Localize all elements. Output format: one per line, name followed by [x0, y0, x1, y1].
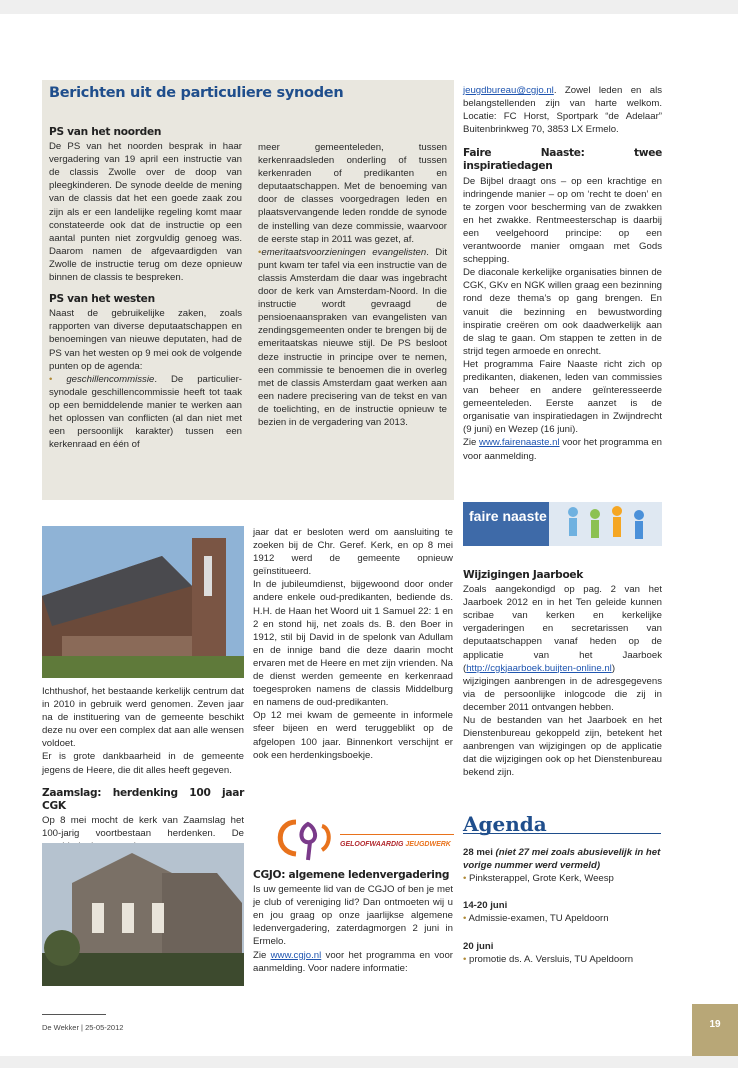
ps-westen-text: Naast de gebruikelijke zaken, zoals rapporten van diverse deputaatschappen en benoemingen van nieuwe deputaten, had de PS van het westen op 9 mei ook de volgende punten op de agenda: [49, 308, 242, 372]
text: voor het programma en voor aanmelding. [463, 437, 662, 462]
date: 28 mei [463, 847, 493, 859]
cgjo-p2 [253, 949, 453, 975]
box-column-2 [258, 141, 447, 429]
faire-naaste-p3: Het programma Faire Naaste richt zich op predikanten, diakenen, leden van commissies van beheer en andere geïnteresseerde gemeenteleden. Eerste aanzet is de organisatie van inspiratiedagen in Zwijndrecht (9 juni) en Wezep (16 juni). [463, 358, 662, 436]
text: Zie [463, 437, 480, 449]
agenda-item-2-text [463, 912, 662, 925]
ps-noorden-heading: PS van het noorden [49, 126, 162, 138]
bullet-geschillencommissie [49, 373, 242, 452]
jaarboek-link[interactable]: http://cgkjaarboek.buijten-online.nl [466, 662, 612, 674]
ps-westen-heading: PS van het westen [49, 293, 155, 306]
text: ) wijzigingen aanbrengen in de adresgegevens via de persoonlijke inlogcode die zij in december 2011 ontvangen hebben. [463, 662, 662, 713]
agenda-item-3-text [463, 953, 662, 966]
right-column [463, 84, 662, 463]
synoden-box [42, 80, 454, 500]
footer-divider [42, 1014, 106, 1015]
cgjo-logo [268, 814, 454, 864]
text: Admissie-examen, TU Apeldoorn [468, 913, 609, 925]
left-lower-column [42, 685, 244, 866]
cgjo-logo-mark [268, 814, 338, 864]
agenda-section [463, 812, 662, 966]
jaarboek-p1 [463, 583, 662, 714]
ichthus-p1: Ichthushof, het bestaande kerkelijk centrum dat in 2010 in gebruik werd genomen. Zeven jaar na de instituering van de gemeente beschikt deze nu over een complex dat aan alle wensen voldoet. [42, 686, 244, 750]
bullet-term: emeritaatsvoorzieningen evangelisten [261, 246, 427, 258]
zaamslag-cont1: jaar dat er besloten werd om aansluiting te zoeken bij de Chr. Geref. Kerk, en op 8 mei 1912 werd de gemeente opnieuw geïnstitueerd. [253, 527, 453, 578]
middle-column [253, 526, 453, 762]
zaamslag-heading: Zaamslag: herdenking 100 jaar CGK [42, 786, 244, 812]
jeugd-text: . Zowel leden en als belangstellenden zijn van harte welkom. Locatie: FC Horst, Sportpark “de Adelaar” Buitenbrinkweg 70, 3853 LX Ermelo. [463, 85, 662, 136]
zaamslag-text: Op 8 mei mocht de kerk van Zaamslag het 100-jarig voortbestaan herdenken. De [42, 814, 244, 839]
cgjo-heading: CGJO: algemene ledenvergadering [253, 869, 450, 881]
ichthus-p2: Er is grote dankbaarheid in de gemeente jegens de Heere, die dit alles heeft gegeven. [42, 751, 244, 776]
jeugdbureau-email-link[interactable]: jeugdbureau@cgjo.nl [463, 85, 554, 96]
bottom-band [0, 1056, 738, 1068]
church-image [42, 526, 244, 678]
bullet-icon: • [463, 913, 467, 925]
zaamslag-cont3: Op 12 mei kwam de gemeente in informele sfeer bijeen en werd teruggeblikt op de afgelopen 100 jaar. Binnenkort verschijnt er ook een herdenkingsboekje. [253, 710, 453, 761]
cgjo-link[interactable]: www.cgjo.nl [270, 949, 322, 961]
bullet-emeritaat [258, 246, 447, 429]
bullet-icon: • [463, 953, 467, 965]
bullet-icon: • [258, 246, 262, 258]
text: promotie ds. A. Versluis, TU Apeldoorn [469, 953, 634, 965]
bullet-term: geschillencommissie [66, 373, 155, 385]
text: Pinksterappel, Grote Kerk, Weesp [469, 873, 614, 885]
bullet-icon: • [463, 873, 467, 885]
agenda-item-1-date [463, 846, 662, 872]
bullet1-continued: meer gemeenteleden, tussen kerkenraadsleden onderling of tussen kerkenraden of predikanten en deputaatschappen. Met de benoeming van door de classes voorgedragen leden en plaatsvervangende leden rondde de synode de instelling van deze commissie, waarvoor de eerste stap in 2011 was gezet, af. [258, 142, 447, 245]
faire-naaste-p1: De Bijbel draagt ons – op een krachtige en indringende manier – op om ‘recht te doen’ en te zorgen voor bescherming van de zwakken en het zwakke. Rentmeesterschap is daarbij een veelgehoord principe: op een verantwoorde manier omgaan met Gods schepping. [463, 175, 662, 266]
tagline-part: GELOOFWAARDIG [340, 841, 404, 848]
church-image [42, 843, 244, 986]
right-column-lower [463, 569, 662, 780]
page-number: 19 [692, 1004, 738, 1056]
faire-naaste-heading: Faire Naaste: twee inspiratiedagen [463, 147, 662, 173]
text: voor het programma en voor aanmelding. Voor nadere informatie: [253, 949, 453, 974]
agenda-title: Agenda [463, 818, 661, 834]
fairenaaste-link[interactable]: www.fairenaaste.nl [479, 437, 560, 449]
zaamslag-photo [42, 843, 244, 986]
bullet-text: . De particulier-synodale geschillencommissie heeft tot taak op een bemiddelende manier te werken aan het oplossen van conflicten (al dan niet met een persoonlijk karakter) tussen een kerkenraad en één of [49, 373, 242, 451]
faire-naaste-p2: De diaconale kerkelijke organisaties binnen de CGK, GKv en NGK willen graag een bezinning rond deze thema’s op gang brengen. En vanuit die bezinning en bewustwording inspiratie creëren om ook daadwerkelijk aan de slag te gaan. Om stappen te zetten in de strijd tegen armoede en onrecht. [463, 267, 662, 357]
cgjo-logo-line [340, 834, 454, 835]
cgjo-tagline [340, 838, 451, 851]
bullet-text: . Dit punt kwam ter tafel via een instructie van de classis Amsterdam die daar was ingebracht door de kerk van Amsterdam-Noord. In die instructie wordt gevraagd de pensioenaanspraken van evangelisten van zendingsgemeenten onder te brengen bij de emeritaatskas nieuwe stijl. De PS besloot deze instructie in principe over te nemen, een commissie te benoemen die in overleg met de classis Amsterdam gaat werken aan een nadere precisering van de tekst en van de toelichting, en de instructie opnieuw te bezien in de vergadering van 2013. [258, 246, 448, 428]
faire-naaste-p4 [463, 436, 662, 462]
jaarboek-heading: Wijzigingen Jaarboek [463, 569, 584, 581]
box-column-1 [49, 126, 242, 451]
box-title: Berichten uit de particuliere synoden [49, 85, 344, 101]
agenda-item-3-date: 20 juni [463, 940, 494, 952]
jaarboek-p2: Nu de bestanden van het Jaarboek en het Dienstenbureau gekoppeld zijn, betekent het aanbrengen van wijzigingen op de applicatie dat die wijzigingen ook op het Dienstenbureau bekend zijn. [463, 715, 662, 779]
ps-noorden-text: De PS van het noorden besprak in haar vergadering van 19 april een instructie van de classis Zwolle over de doop van pleegkinderen. De synode deelde de mening van de classis dat het een goede zaak zou zijn als er een landelijke regeling komt maar constateerde ook dat de instructie op een aantal punten niet zorgvuldig genoeg was. Daarom namen de afgevaardigden van Zwolle de instructie terug om deze opnieuw binnen de classis te bespreken. [49, 141, 242, 284]
agenda-item-1-text [463, 872, 662, 885]
text: Zie [253, 949, 271, 961]
agenda-item-1 [463, 846, 662, 885]
faire-naaste-logo-text: faire naaste [469, 508, 547, 524]
tagline-part: JEUGDWERK [405, 841, 451, 848]
footer: De Wekker | 25-05-2012 [42, 1023, 124, 1032]
text: Zoals aangekondigd op pag. 2 van het Jaarboek 2012 en in het Ten geleide kunnen scribae van kerken en kerkelijke vergaderingen en secretarissen van deputaatschappen vanaf heden op de applicatie van het Jaarboek ( [463, 584, 662, 674]
cgjo-column [253, 869, 453, 975]
ichthushof-photo [42, 526, 244, 678]
top-band [0, 0, 738, 14]
bullet-icon: • [49, 373, 53, 385]
faire-naaste-logo [463, 502, 662, 546]
agenda-item-2-date: 14-20 juni [463, 900, 508, 912]
jeugd-contact [463, 84, 662, 136]
zaamslag-cont2: In de jubileumdienst, bijgewoond door onder andere enkele oud-predikanten, bediende ds. H.H. de Haan het Woord uit 1 Samuel 22: 1 en 2 en stond hij, net zoals ds. B. den Boer in 1912, stil bij David in de spelonk van Adullam en de innige band die deze daarin mocht ervaren met de Heere en met zijn vrienden. Na de dienst werden gemeente en kerkenraad toegesproken namens de classis Middelburg en namens de oud-predikanten. [253, 579, 453, 709]
cgjo-text: Is uw gemeente lid van de CGJO of ben je met je club of vereniging lid? Dan ontmoeten wij u en jou graag op onze jaarlijkse algemene ledenvergadering, zaterdagmorgen 2 juni in Ermelo. [253, 884, 453, 948]
note: (niet 27 mei zoals abusievelijk in het vorige nummer werd vermeld) [463, 847, 661, 872]
